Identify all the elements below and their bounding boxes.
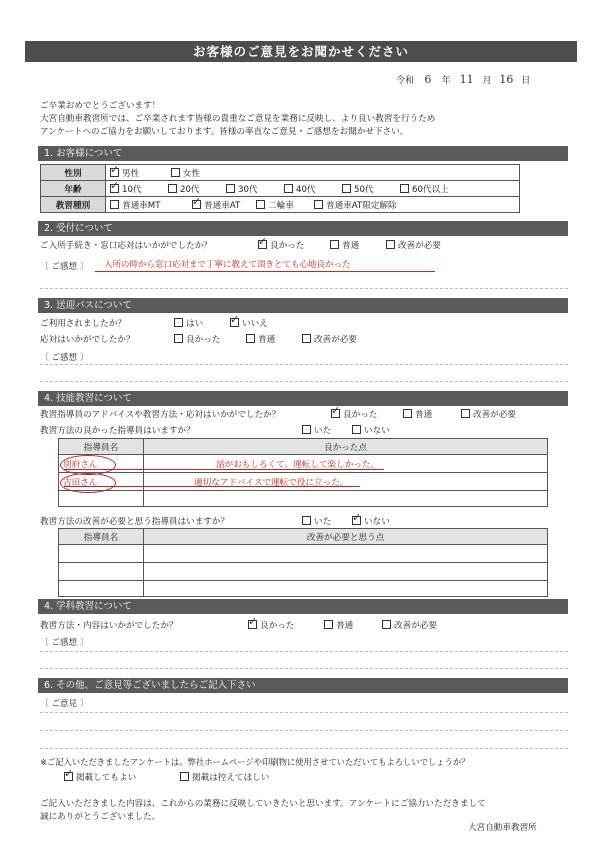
option-label: 普通車MT xyxy=(122,200,161,211)
other-comment-label: 〔 ご意見 〕 xyxy=(40,699,89,709)
date-year[interactable]: 6 xyxy=(424,73,432,86)
consent-options xyxy=(64,771,269,783)
checkbox-checked[interactable] xyxy=(230,318,239,327)
checkbox[interactable] xyxy=(386,240,395,249)
option-label: 普通 xyxy=(415,410,433,420)
other-comment-line-3 xyxy=(40,748,568,749)
option-label: 普通車AT xyxy=(204,200,241,211)
date-era: 令和 xyxy=(396,76,415,86)
date-month-unit: 月 xyxy=(482,76,492,86)
age-30s-option[interactable] xyxy=(226,183,284,195)
age-options xyxy=(106,181,520,197)
organization-name: 大宮自動車教習所 xyxy=(468,823,537,833)
good-instructor-table xyxy=(58,438,548,507)
checkbox[interactable] xyxy=(110,200,119,209)
checkbox-checked[interactable] xyxy=(331,409,340,418)
good-instructor-question: 教習方法の良かった指導員はいますか？ xyxy=(40,426,195,436)
good-header-point: 良かった点 xyxy=(144,439,548,455)
bus-usage-question: ご利用されましたか？ xyxy=(40,319,126,329)
option-label: 普通 xyxy=(258,335,276,345)
classroom-comment-line-1 xyxy=(40,651,568,652)
gender-female-option[interactable] xyxy=(171,169,200,179)
bus-yes-option[interactable] xyxy=(174,317,230,329)
good-instructor-yes-option[interactable] xyxy=(302,424,352,436)
bad-table-header xyxy=(59,529,548,545)
practical-normal-option[interactable] xyxy=(403,408,461,420)
good-instructor-no-option[interactable] xyxy=(352,426,390,436)
reception-question: ご入所手続き・窓口応対はいかがでしたか？ xyxy=(40,241,212,251)
table-row xyxy=(59,563,548,581)
bus-comment-line-2 xyxy=(40,381,568,382)
bus-comment-label: 〔 ご感想 〕 xyxy=(40,353,89,363)
practical-good-option[interactable] xyxy=(331,408,403,420)
course-motorcycle-option[interactable] xyxy=(256,199,314,211)
checkbox[interactable] xyxy=(284,184,293,193)
checkbox[interactable] xyxy=(226,184,235,193)
customer-info-table xyxy=(40,164,520,213)
section-classroom-header: 4. 学科教習について xyxy=(38,599,568,614)
option-label: 普通車AT限定解除 xyxy=(326,200,397,211)
option-label: 20代 xyxy=(180,184,200,195)
gender-options xyxy=(106,165,520,181)
option-label: 掲載は控えてほしい xyxy=(192,773,270,783)
table-row xyxy=(59,491,548,507)
checkbox-checked[interactable] xyxy=(258,240,267,249)
bus-good-option[interactable] xyxy=(174,333,246,345)
intro-line-1: ご卒業おめでとうございます！ xyxy=(40,101,161,111)
age-40s-option[interactable] xyxy=(284,183,342,195)
checkbox-checked[interactable] xyxy=(352,516,361,525)
course-row xyxy=(41,197,520,213)
option-label: 改善が必要 xyxy=(314,335,357,345)
consent-no-option[interactable] xyxy=(180,773,269,783)
checkbox[interactable] xyxy=(168,184,177,193)
option-label: 良かった xyxy=(260,621,295,631)
good-instructor-name[interactable]: 別府さん xyxy=(59,455,144,473)
bus-usage-options xyxy=(174,317,268,329)
bad-header-name: 指導員名 xyxy=(59,529,144,545)
gender-label: 性別 xyxy=(41,165,106,181)
option-label: 60代以上 xyxy=(412,184,449,195)
section-other-header: 6. その他、ご意見等ございましたらご記入下さい xyxy=(38,678,568,693)
thanks-line-2: 誠にありがとうございました。 xyxy=(40,812,161,822)
checkbox[interactable] xyxy=(302,516,311,525)
checkbox[interactable] xyxy=(403,409,412,418)
empty-cell[interactable] xyxy=(59,491,144,507)
option-label: 改善が必要 xyxy=(398,241,441,251)
reception-comment-label: 〔 ご感想 〕 xyxy=(40,262,89,272)
age-10s-option[interactable] xyxy=(110,183,168,195)
thanks-line-1: ご記入いただきました内容は、これからの業務に反映していきたいと思います。アンケートにご協力いただきまして xyxy=(40,799,486,809)
empty-cell[interactable] xyxy=(59,581,144,597)
classroom-options xyxy=(248,619,437,631)
course-at-release-option[interactable] xyxy=(314,201,397,211)
bad-instructor-yes-option[interactable] xyxy=(302,515,352,527)
bus-no-option[interactable] xyxy=(230,319,268,329)
checkbox[interactable] xyxy=(461,409,470,418)
age-row xyxy=(41,181,520,197)
date-month[interactable]: 11 xyxy=(459,73,474,86)
practical-question: 教習指導員のアドバイスや教習方法・応対はいかがでしたか？ xyxy=(40,410,281,420)
good-instructor-options xyxy=(302,424,390,436)
option-label: 改善が必要 xyxy=(473,410,516,420)
option-label: いた xyxy=(314,426,332,436)
bus-normal-option[interactable] xyxy=(246,333,302,345)
empty-cell[interactable] xyxy=(59,563,144,581)
checkbox[interactable] xyxy=(174,334,183,343)
option-label: 普通 xyxy=(336,621,354,631)
table-row xyxy=(59,545,548,563)
checkbox-checked[interactable] xyxy=(110,184,119,193)
classroom-comment-line-2 xyxy=(40,668,568,669)
classroom-normal-option[interactable] xyxy=(324,619,382,631)
checkbox-checked[interactable] xyxy=(192,200,201,209)
date-year-unit: 年 xyxy=(441,76,451,86)
option-label: 30代 xyxy=(238,184,258,195)
gender-male-option[interactable] xyxy=(110,167,168,179)
other-comment-line-1 xyxy=(40,712,568,713)
consent-yes-option[interactable] xyxy=(64,771,180,783)
option-label: いいえ xyxy=(242,319,268,329)
good-header-name: 指導員名 xyxy=(59,439,144,455)
section-reception-header: 2. 受付について xyxy=(38,221,568,236)
reception-comment-underline xyxy=(95,271,435,272)
table-row xyxy=(59,473,548,491)
option-label: 良かった xyxy=(186,335,221,345)
checkbox[interactable] xyxy=(256,200,265,209)
checkbox[interactable] xyxy=(174,318,183,327)
reception-improve-option[interactable] xyxy=(386,241,441,251)
empty-cell[interactable] xyxy=(144,581,548,597)
hand-circle-2 xyxy=(60,473,116,493)
option-label: 二輪車 xyxy=(268,200,294,211)
checkbox[interactable] xyxy=(382,620,391,629)
other-comment-line-2 xyxy=(40,730,568,731)
hand-circle-1 xyxy=(60,455,116,475)
option-label: 掲載してもよい xyxy=(76,773,137,783)
empty-cell[interactable] xyxy=(59,545,144,563)
table-row xyxy=(59,581,548,597)
intro-line-3: アンケートへのご協力をお願いしております。皆様の率直なご意見・ご感想をお聞かせ下さい。 xyxy=(40,127,409,137)
practical-options xyxy=(331,408,516,420)
checkbox[interactable] xyxy=(246,334,255,343)
option-label: 女性 xyxy=(182,168,200,179)
survey-title: お客様のご意見をお聞かせください xyxy=(25,41,577,62)
option-label: 良かった xyxy=(270,241,305,251)
date-day-unit: 日 xyxy=(521,76,531,86)
empty-cell[interactable] xyxy=(144,491,548,507)
option-label: 40代 xyxy=(296,184,316,195)
option-label: いた xyxy=(314,517,332,527)
bus-improve-option[interactable] xyxy=(302,335,357,345)
course-mt-option[interactable] xyxy=(110,199,192,211)
age-60s-option[interactable] xyxy=(400,185,449,195)
checkbox[interactable] xyxy=(171,168,180,177)
age-20s-option[interactable] xyxy=(168,183,226,195)
checkbox[interactable] xyxy=(400,184,409,193)
good-instructor-name[interactable]: 吉田さん xyxy=(59,473,144,491)
checkbox[interactable] xyxy=(324,620,333,629)
good-point-underline-2 xyxy=(64,486,360,487)
checkbox[interactable] xyxy=(314,200,323,209)
option-label: 良かった xyxy=(343,410,378,420)
option-label: 普通 xyxy=(342,241,360,251)
reception-comment-line xyxy=(40,288,568,289)
empty-cell[interactable] xyxy=(144,545,548,563)
option-label: 改善が必要 xyxy=(394,621,437,631)
checkbox-checked[interactable] xyxy=(110,168,119,177)
bad-instructor-no-option[interactable] xyxy=(352,517,390,527)
option-label: はい xyxy=(186,319,204,329)
classroom-question: 教習方法・内容はいかがでしたか？ xyxy=(40,621,178,631)
classroom-improve-option[interactable] xyxy=(382,621,437,631)
course-options xyxy=(106,197,520,213)
checkbox-checked[interactable] xyxy=(248,620,257,629)
option-label: 50代 xyxy=(354,184,374,195)
reception-good-option[interactable] xyxy=(258,239,330,251)
checkbox[interactable] xyxy=(330,240,339,249)
course-label: 教習種別 xyxy=(41,197,106,213)
reception-comment[interactable]: 入所の時から窓口応対まで丁寧に教えて頂きとても心地良かった xyxy=(104,260,351,270)
age-50s-option[interactable] xyxy=(342,183,400,195)
bus-comment-line-1 xyxy=(40,364,568,365)
classroom-good-option[interactable] xyxy=(248,619,324,631)
section-practical-header: 4. 技能教習について xyxy=(38,391,568,406)
classroom-comment-label: 〔 ご感想 〕 xyxy=(40,638,89,648)
reception-options xyxy=(258,239,441,251)
checkbox[interactable] xyxy=(302,334,311,343)
intro-line-2: 大宮自動車教習所では、ご卒業されます皆様の貴重なご意見を業務に反映し、より良い教習を行うため xyxy=(40,114,436,124)
course-at-option[interactable] xyxy=(192,199,256,211)
section-bus-header: 3. 送迎バスについて xyxy=(38,298,568,313)
bad-instructor-options xyxy=(302,515,390,527)
empty-cell[interactable] xyxy=(144,563,548,581)
good-instructor-point[interactable]: 話がおもしろくて、運転して楽しかった。 xyxy=(144,455,548,473)
option-label: いない xyxy=(364,426,390,436)
good-instructor-point[interactable]: 適切なアドバイスで運転で役に立った。 xyxy=(144,473,548,491)
bad-header-point: 改善が必要と思う点 xyxy=(144,529,548,545)
option-label: 10代 xyxy=(122,184,142,195)
practical-improve-option[interactable] xyxy=(461,410,516,420)
date-line xyxy=(396,73,530,86)
checkbox[interactable] xyxy=(302,425,311,434)
section-customer-header: 1. お客様について xyxy=(38,146,568,161)
bad-instructor-question: 教習方法の改善が必要と思う指導員はいますか？ xyxy=(40,517,230,527)
bad-instructor-table xyxy=(58,528,548,597)
option-label: 男性 xyxy=(122,168,140,179)
option-label: いない xyxy=(364,517,390,527)
age-label: 年齢 xyxy=(41,181,106,197)
checkbox[interactable] xyxy=(180,772,189,781)
consent-question: ※ご記入いただきましたアンケートは、弊社ホームページや印刷物に使用させていただいてもよろしいでしょうか？ xyxy=(40,757,470,767)
reception-normal-option[interactable] xyxy=(330,239,386,251)
checkbox[interactable] xyxy=(342,184,351,193)
bus-service-question: 応対はいかがでしたか？ xyxy=(40,335,135,345)
bus-service-options xyxy=(174,333,357,345)
checkbox-checked[interactable] xyxy=(64,772,73,781)
date-day[interactable]: 16 xyxy=(499,73,514,86)
checkbox[interactable] xyxy=(352,425,361,434)
good-table-header xyxy=(59,439,548,455)
good-point-underline-1 xyxy=(64,469,384,470)
